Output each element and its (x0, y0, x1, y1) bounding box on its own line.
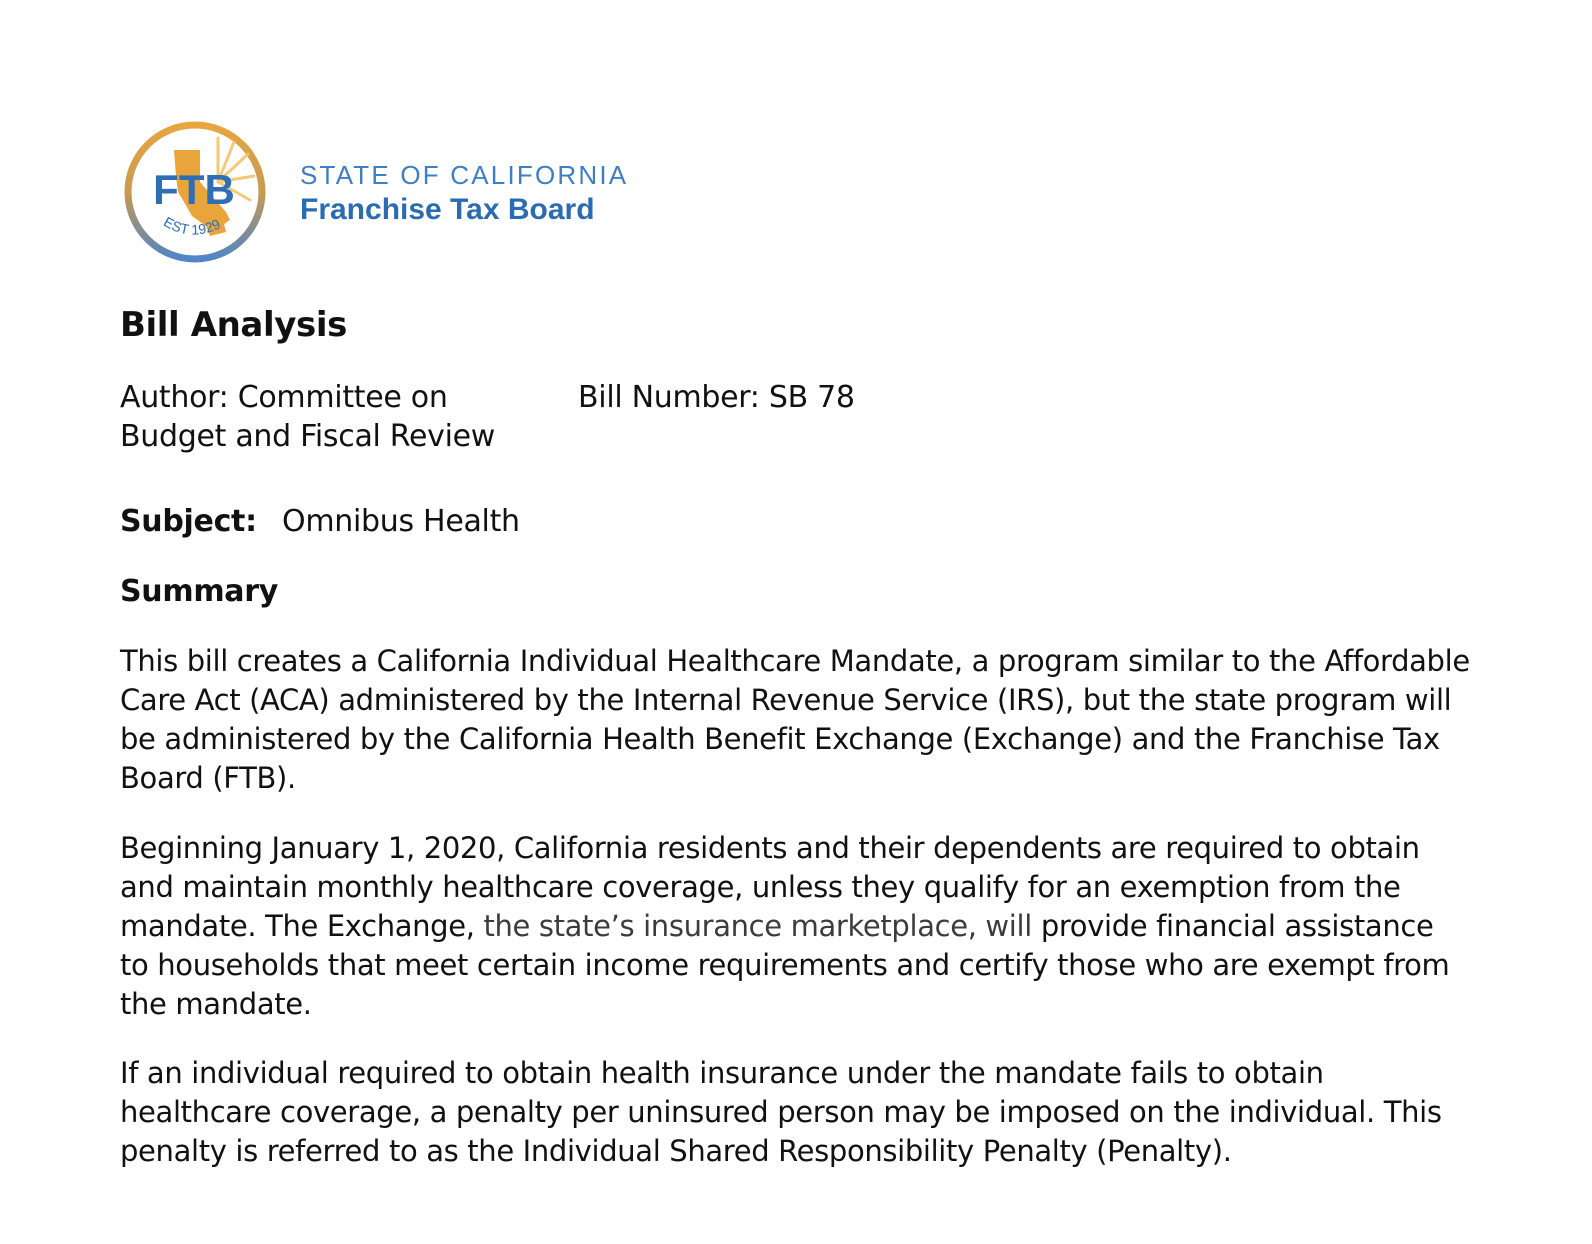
subject-value: Omnibus Health (282, 504, 520, 539)
summary-paragraph-3: If an individual required to obtain health insurance under the mandate fails to obtain healthcare coverage, a penalty per uninsured person may be imposed on the individual. This penalty is referred to as the Individual Shared Responsibility Penalty (Penalty). (120, 1056, 1442, 1168)
bill-number-label: Bill Number: (578, 380, 760, 415)
author-label: Author: (120, 380, 229, 415)
state-name: STATE OF CALIFORNIA (300, 160, 629, 190)
bill-number-field (578, 378, 855, 417)
summary-heading: Summary (120, 574, 278, 609)
subject-label: Subject: (120, 504, 257, 539)
page-title: Bill Analysis (120, 305, 347, 345)
bill-number-value: SB 78 (768, 380, 855, 415)
summary-paragraph-1: This bill creates a California Individual Healthcare Mandate, a program similar to the Affordable Care Act (ACA) administered by the Internal Revenue Service (IRS), but the state program will be administered by the California Health Benefit Exchange (Exchange) and the Franchise Tax Board (FTB). (120, 644, 1470, 795)
paragraph-2-part-a: Beginning January 1, 2020, California residents and their dependents are required to obtain and maintain monthly healthcare coverage, unless they qualify for an exemption from the mandate. The Exchange, (120, 831, 1420, 943)
paragraph-2-part-c: provide financial assistance to households that meet certain income requirements and certify those who are exempt from the mandate. (120, 909, 1450, 1021)
summary-paragraph-2 (120, 829, 1470, 1024)
agency-name: Franchise Tax Board (300, 193, 595, 226)
svg-text:EST 1929: EST 1929 (161, 213, 223, 238)
subject-line (120, 502, 520, 541)
author-field (120, 378, 560, 456)
letterhead (122, 120, 642, 270)
agency-name-block (300, 160, 628, 230)
ftb-seal-logo (122, 120, 272, 270)
author-value: Committee on Budget and Fiscal Review (120, 380, 496, 454)
paragraph-2-part-b: the state’s insurance marketplace, will (483, 909, 1032, 943)
seal-text: FTB (153, 166, 235, 213)
